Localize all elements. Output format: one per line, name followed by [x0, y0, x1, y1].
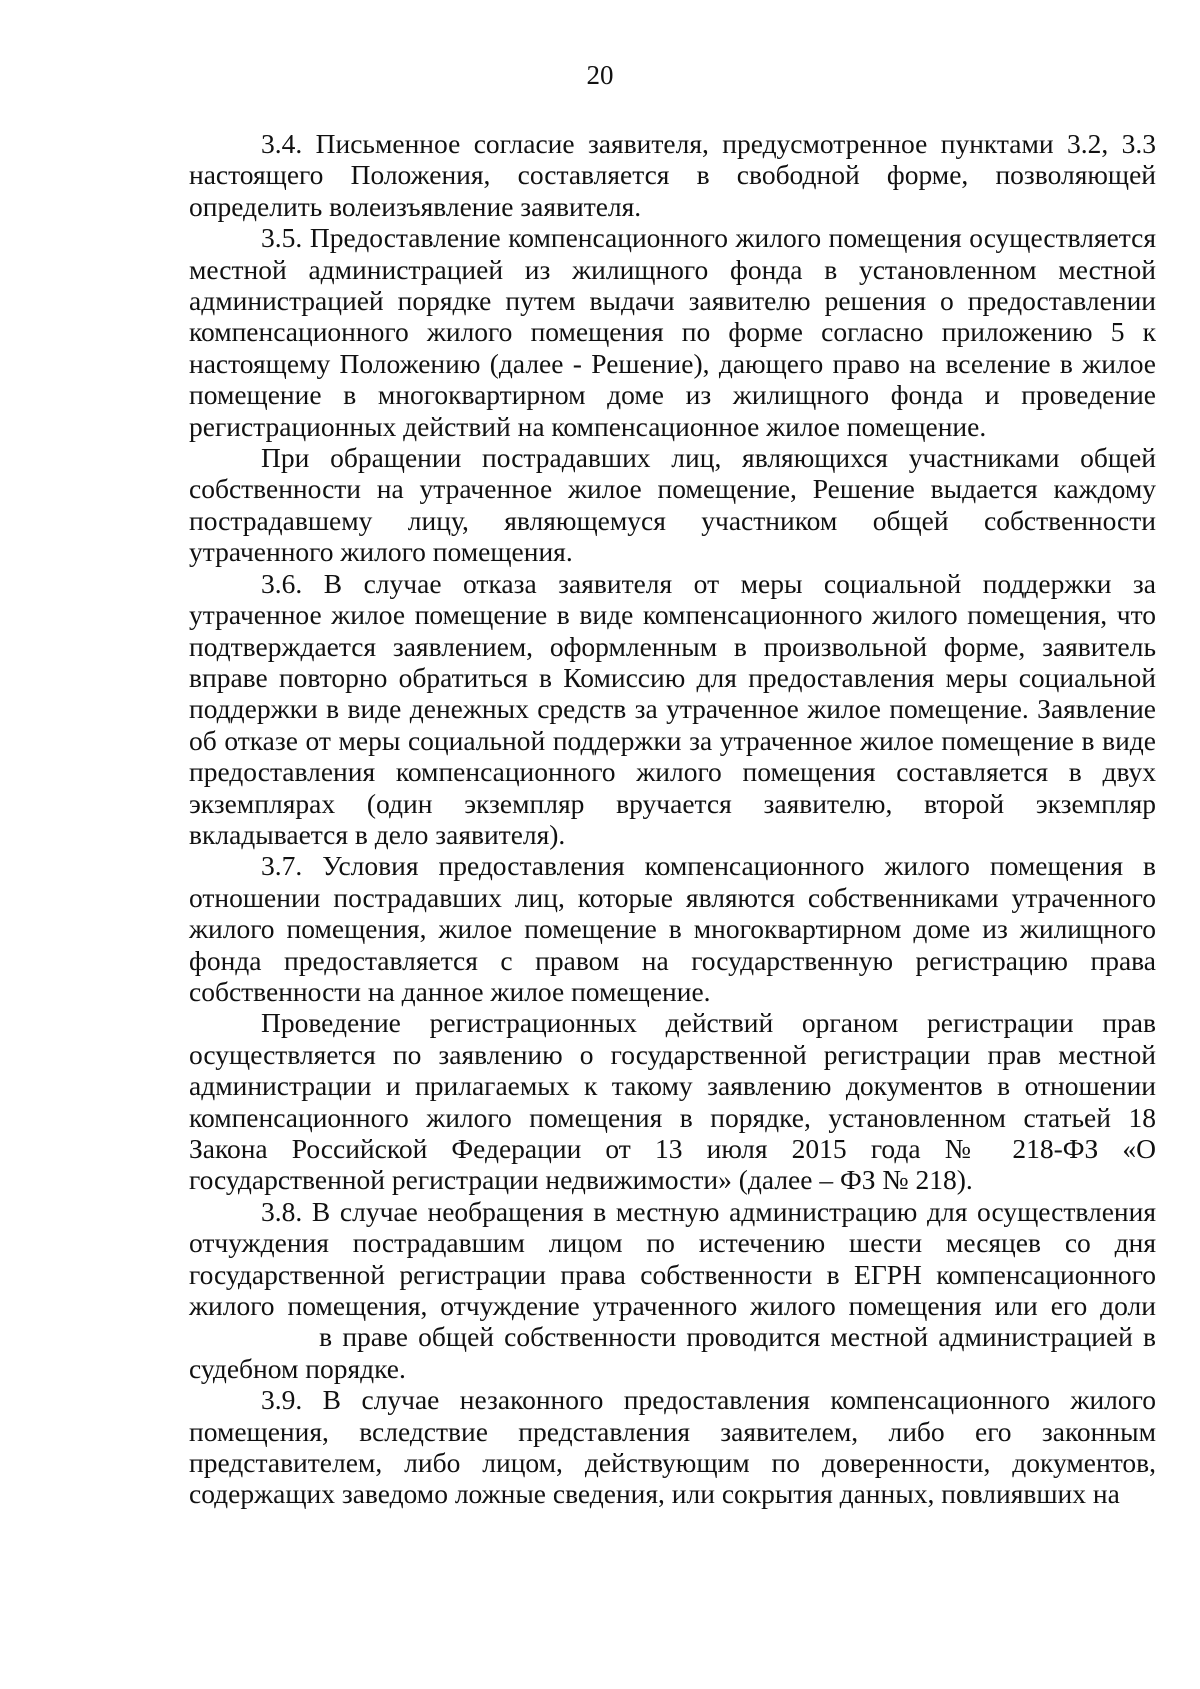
- paragraph-3-4: 3.4. Письменное согласие заявителя, предусмотренное пунктами 3.2, 3.3 настоящего Положения, составляется в свободной форме, позволяющей определить волеизъявление заявителя.: [189, 128, 1156, 222]
- paragraph-3-8: [189, 1196, 1156, 1384]
- paragraph-3-9: 3.9. В случае незаконного предоставления компенсационного жилого помещения, вследствие представления заявителем, либо его законным представителем, либо лицом, действующим по доверенности, документов, содержащих заведомо ложные сведения, или сокрытия данных, повлиявших на: [189, 1384, 1156, 1510]
- paragraph-3-6: 3.6. В случае отказа заявителя от меры социальной поддержки за утраченное жилое помещение в виде компенсационного жилого помещения, что подтверждается заявлением, оформленным в произвольной форме, заявитель вправе повторно обратиться в Комиссию для предоставления меры социальной поддержки в виде денежных средств за утраченное жилое помещение. Заявление об отказе от меры социальной поддержки за утраченное жилое помещение в виде предоставления компенсационного жилого помещения составляется в двух экземплярах (один экземпляр вручается заявителю, второй экземпляр вкладывается в дело заявителя).: [189, 567, 1156, 850]
- paragraph-3-5: 3.5. Предоставление компенсационного жилого помещения осуществляется местной администрацией из жилищного фонда в установленном местной администрацией порядке путем выдачи заявителю решения о предоставлении компенсационного жилого помещения по форме согласно приложению 5 к настоящему Положению (далее - Решение), дающего право на вселение в жилое помещение в многоквартирном доме из жилищного фонда и проведение регистрационных действий на компенсационное жилое помещение.: [189, 222, 1156, 442]
- paragraph-3-5-continuation: При обращении пострадавших лиц, являющихся участниками общей собственности на утраченное жилое помещение, Решение выдается каждому пострадавшему лицу, являющемуся участником общей собственности утраченного жилого помещения.: [189, 442, 1156, 568]
- page-number: 20: [586, 60, 614, 90]
- document-body: [189, 128, 1156, 1510]
- paragraph-3-8-part-1: 3.8. В случае необращения в местную администрацию для осуществления отчуждения пострадавшим лицом по истечению шести месяцев со дня государственной регистрации права собственности в ЕГРН компенсационного жилого помещения, отчуждение утраченного жилого помещения или его доли: [189, 1195, 1156, 1322]
- paragraph-3-7-continuation: Проведение регистрационных действий органом регистрации прав осуществляется по заявлению о государственной регистрации прав местной администрации и прилагаемых к такому заявлению документов в отношении компенсационного жилого помещения в порядке, установленном статьей 18 Закона Российской Федерации от 13 июля 2015 года № 218-ФЗ «О государственной регистрации недвижимости» (далее – ФЗ № 218).: [189, 1007, 1156, 1196]
- paragraph-3-8-part-2: в праве общей собственности проводится местной администрацией в судебном порядке.: [189, 1321, 1157, 1384]
- paragraph-3-7: 3.7. Условия предоставления компенсационного жилого помещения в отношении пострадавших лиц, которые являются собственниками утраченного жилого помещения, жилое помещение в многоквартирном доме из жилищного фонда предоставляется с правом на государственную регистрацию права собственности на данное жилое помещение.: [189, 850, 1156, 1007]
